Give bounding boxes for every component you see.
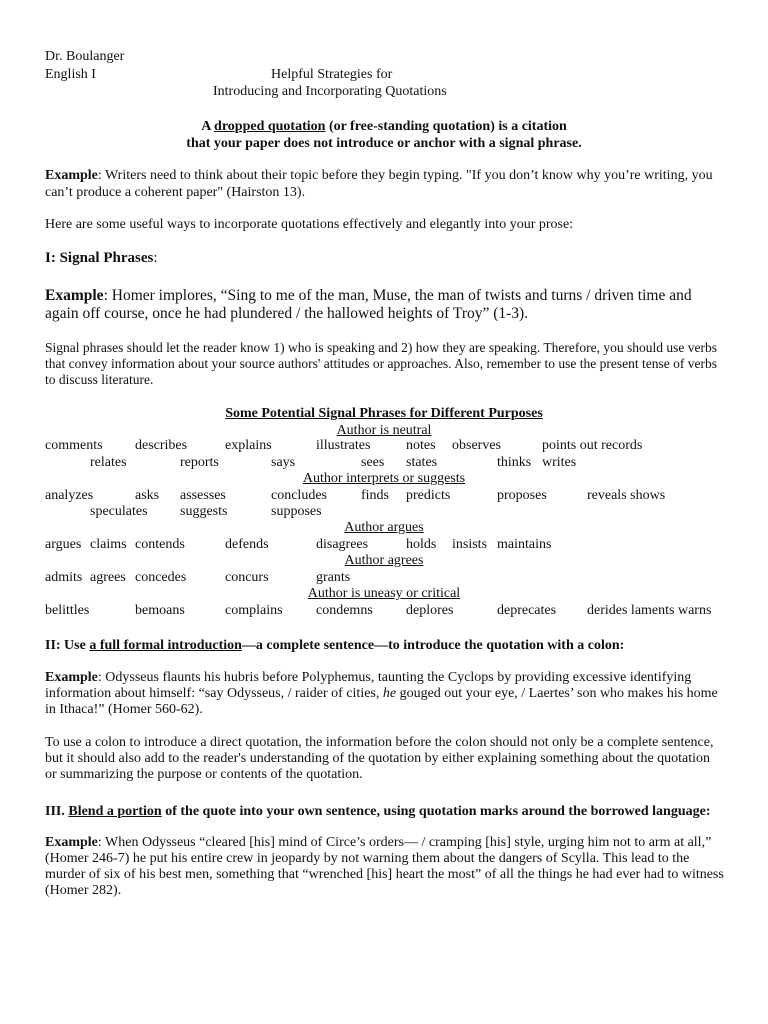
section1-heading: I: Signal Phrases: — [45, 250, 158, 266]
example-odysseus-colon: Example: Odysseus flaunts his hubris before Polyphemus, taunting the Cyclops by providing excessive identifying information about himself: “say Odysseus, / raider of cities, he gouged out your eye, / Laertes’ son who makes his home in Ithaca!” (Homer 560-62). — [45, 670, 718, 717]
category-uneasy: Author is uneasy or critical — [307, 586, 461, 601]
example-odysseus-blend: Example: When Odysseus “cleared [his] mind of Circe’s orders— / cramping [his] style, urging him not to arm at all,” (Homer 246-7) he put his entire crew in jeopardy by not warning them about the dangers of Scylla. This lead to the murder of six of his best men, something that “wrenched [his] heart the most” of all the things he had ever had to witness (Homer 282). — [45, 835, 724, 898]
category-interprets: Author interprets or suggests — [302, 471, 466, 486]
neutral-row-1: comments describes explains illustrates notes observes points out records — [45, 438, 643, 453]
dropped-definition-line1: A dropped quotation (or free-standing quotation) is a citation — [201, 119, 567, 134]
category-agrees: Author agrees — [344, 553, 424, 568]
dropped-term: dropped quotation — [214, 119, 326, 134]
author-name: Dr. Boulanger — [45, 49, 125, 64]
argues-row-1: argues claims contends defends disagrees holds insists maintains — [45, 537, 552, 552]
course-name: English I — [45, 67, 96, 82]
example-label: Example — [45, 287, 104, 304]
doc-title-line2: Introducing and Incorporating Quotations — [213, 84, 447, 99]
example-label: Example — [45, 835, 98, 850]
example-label: Example — [45, 670, 98, 685]
interprets-row-2: speculates suggests supposes — [90, 504, 322, 519]
section3-heading: III. Blend a portion of the quote into your own sentence, using quotation marks around the borrowed language: — [45, 804, 711, 819]
signal-phrases-paragraph: Signal phrases should let the reader know 1) who is speaking and 2) how they are speaking. Therefore, you should use verbs that convey information about your source authors' attitudes or approaches. Also, remember to use the present tense of verbs to discuss literature. — [45, 340, 717, 387]
example-homer: Example: Homer implores, “Sing to me of the man, Muse, the man of twists and turns / driven time and again off course, once he had plundered / the hallowed heights of Troy” (1-3). — [45, 287, 692, 322]
dropped-definition-line2: that your paper does not introduce or anchor with a signal phrase. — [186, 136, 582, 151]
example-hairston: Example: Writers need to think about their topic before they begin typing. "If you don’t know why you’re writing, you can’t produce a coherent paper" (Hairston 13). — [45, 168, 713, 200]
doc-title-line1: Helpful Strategies for — [271, 67, 393, 82]
category-neutral: Author is neutral — [336, 423, 432, 438]
colon-paragraph: To use a colon to introduce a direct quotation, the information before the colon should not only be a complete sentence, but it should also add to the reader's understanding of the quotation by either explaining something about the quotation or summarizing the purpose or contents of the quotation. — [45, 735, 714, 782]
category-argues: Author argues — [344, 520, 424, 535]
signal-table-title: Some Potential Signal Phrases for Different Purposes — [225, 406, 543, 421]
intro-text: Here are some useful ways to incorporate quotations effectively and elegantly into your prose: — [45, 217, 574, 232]
interprets-row-1: analyzes asks assesses concludes finds predicts proposes reveals shows — [45, 488, 666, 503]
uneasy-row-1: belittles bemoans complains condemns deplores deprecates derides laments warns — [45, 603, 712, 618]
neutral-row-2: relates reports says sees states thinks writes — [90, 455, 577, 470]
example-label: Example — [45, 168, 98, 183]
section2-heading: II: Use a full formal introduction—a complete sentence—to introduce the quotation with a colon: — [45, 638, 625, 653]
agrees-row-1: admits agrees concedes concurs grants — [45, 570, 351, 585]
